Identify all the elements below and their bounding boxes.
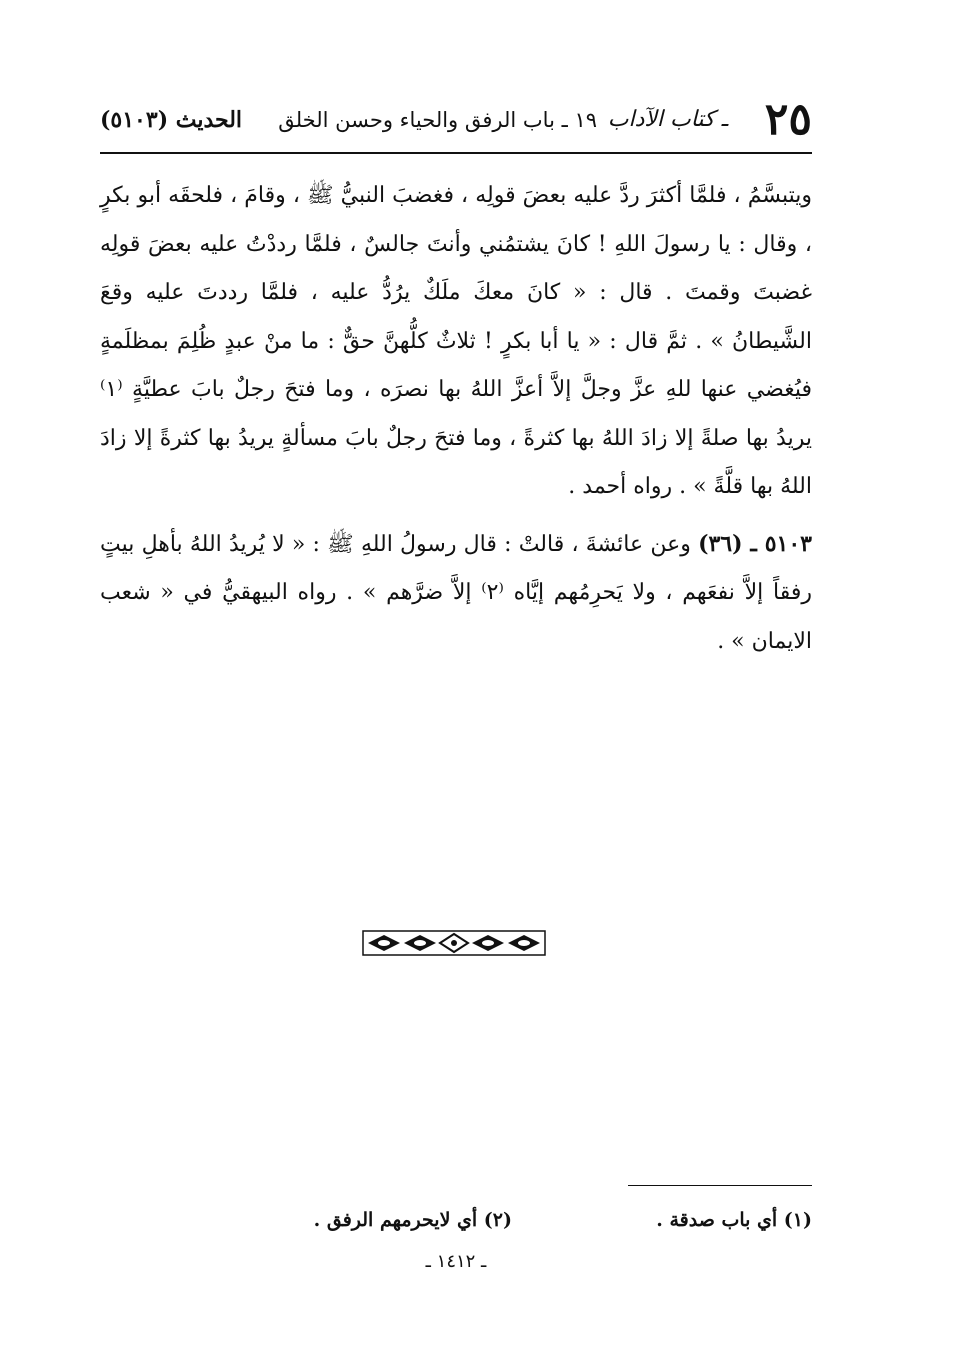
footnote-2: (٢) أي لايحرمهم الرفق . <box>313 1209 512 1231</box>
page-header <box>100 92 812 148</box>
chapter-title: ١٩ ـ باب الرفق والحياء وحسن الخلق <box>278 108 597 132</box>
footnote-divider <box>628 1185 812 1186</box>
book-number: ٢٥ <box>764 94 812 145</box>
footnote-1: (١) أي باب صدقة . <box>656 1209 812 1231</box>
paragraph-continuation: ويتبسَّمُ ، فلمَّا أكثرَ ردَّ عليه بعضَ قولِه ، فغضبَ النبيُّ ﷺ ، وقامَ ، فلحقَه أبو بكرٍ ، وقال : يا رسولَ اللهِ ! كانَ يشتمُني وأنتَ جالسٌ ، فلمَّا رددْتُ عليه بعضَ قولِه غضبتَ وقمتَ . قال : « كانَ معكَ ملَكٌ يرُدُّ عليه ، فلمَّا رددتَ عليه وقعَ الشَّيطانُ » . ثمَّ قال : « يا أبا بكرٍ ! ثلاثٌ كلُّهنَّ حقٌّ : ما منْ عبدٍ ظُلِمَ بمظلَمةٍ فيُغضي عنها للهِ عزَّ وجلَّ إلاَّ أعزَّ اللهُ بها نصرَه ، وما فتحَ رجلٌ بابَ عطيَّةٍ ⁽١⁾ يريدُ بها صلةً إلا زادَ اللهُ بها كثرةً ، وما فتحَ رجلٌ بابَ مسألةٍ يريدُ بها كثرةً إلا زادَ اللهُ بها قلَّةً » . رواه أحمد . <box>100 183 812 499</box>
hadith-text: وعن عائشةَ ، قالتْ : قال رسولُ اللهِ ﷺ : « لا يُريدُ اللهُ بأهلِ بيتٍ رفقاً إلاَّ نفعَهم ، ولا يَحرِمُهم إيَّاه ⁽٢⁾ إلاَّ ضرَّهم » . رواه البيهقيُّ في « شعب الايمان » . <box>100 531 812 654</box>
main-text <box>100 172 812 666</box>
hadith-paragraph <box>100 520 812 667</box>
hadith-reference: الحديث (٥١٠٣) <box>100 107 243 133</box>
footnotes <box>300 1200 812 1240</box>
book-title: ـ كتاب الآداب <box>607 107 728 132</box>
hadith-number: ٥١٠٣ ـ (٣٦) <box>698 530 812 557</box>
ornament-divider <box>362 930 546 956</box>
header-divider <box>100 152 812 154</box>
page-number: ـ ١٤١٢ ـ <box>425 1251 487 1272</box>
